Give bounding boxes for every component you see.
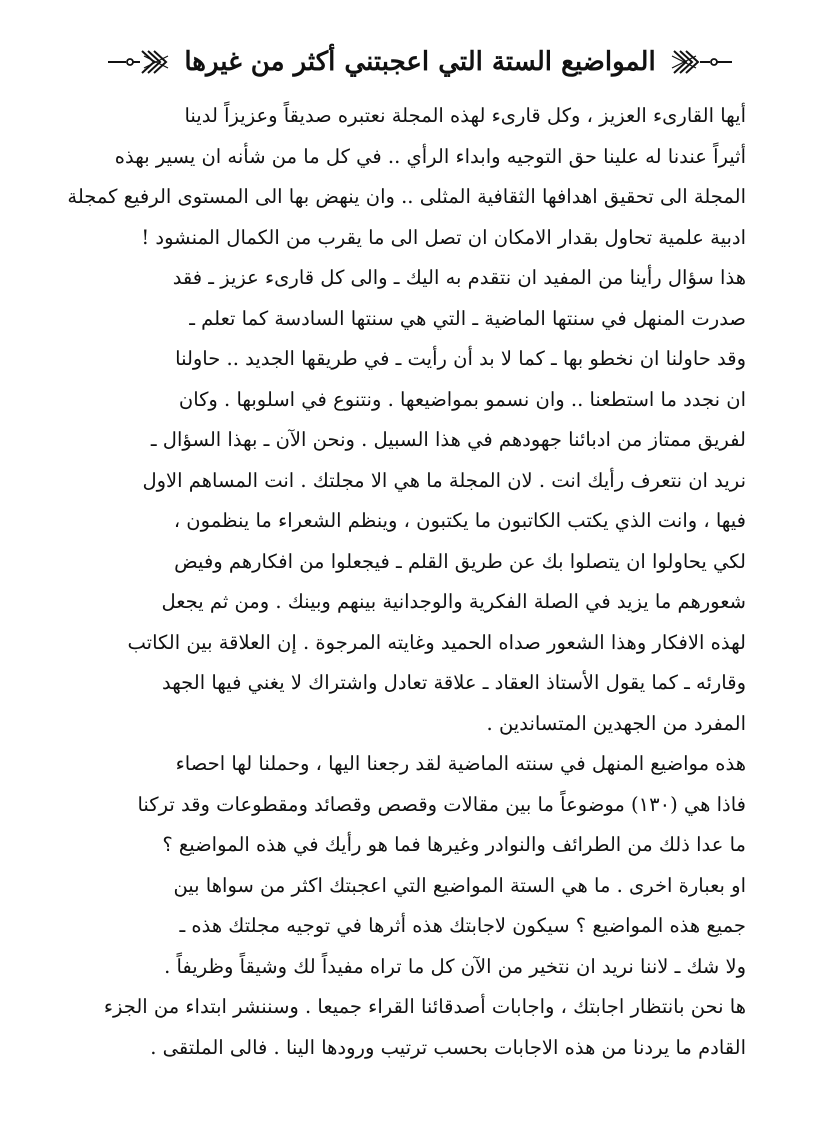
text-line: وقد حاولنا ان نخطو بها ـ كما لا بد أن رأيت ـ في طريقها الجديد .. حاولنا	[175, 347, 746, 370]
text-line: فيها ، وانت الذي يكتب الكاتبون ما يكتبون ، وينظم الشعراء ما ينظمون ،	[173, 509, 746, 532]
paragraph	[62, 258, 768, 339]
text-line: وقارئه ـ كما يقول الأستاذ العقاد ـ علاقة تعادل واشتراك لا يغني فيها الجهد	[161, 671, 746, 694]
title-row	[140, 38, 700, 86]
right-ornament-icon	[664, 47, 734, 77]
text-line: ها نحن بانتظار اجابتك ، واجابات أصدقائنا القراء جميعا . وسننشر ابتداء من الجزء	[103, 995, 746, 1018]
text-line: ادبية علمية تحاول بقدار الامكان ان تصل الى ما يقرب من الكمال المنشود !	[141, 225, 746, 249]
text-line: شعورهم ما يزيد في الصلة الفكرية والوجدانية بينهم وبينك . ومن ثم يجعل	[161, 590, 746, 613]
paragraph	[62, 339, 768, 744]
text-line: لفريق ممتاز من ادبائنا جهودهم في هذا السبيل . ونحن الآن ـ بهذا السؤال ـ	[150, 428, 746, 451]
text-line: نريد ان نتعرف رأيك انت . لان المجلة ما هي الا مجلتك . انت المساهم الاول	[142, 468, 746, 492]
text-line: هذه مواضيع المنهل في سنته الماضية لقد رجعنا اليها ، وحملنا لها احصاء	[175, 752, 746, 775]
text-line: هذا سؤال رأينا من المفيد ان نتقدم به اليك ـ والى كل قارىء عزيز ـ فقد	[172, 266, 746, 289]
text-line: جميع هذه المواضيع ؟ سيكون لاجابتك هذه أثرها في توجيه مجلتك هذه ـ	[179, 914, 746, 937]
text-line: المفرد من الجهدين المتساندين .	[486, 711, 746, 735]
article-body	[62, 96, 768, 1068]
text-line: ما عدا ذلك من الطرائف والنوادر وغيرها فما هو رأيك في هذه المواضيع ؟	[162, 833, 746, 856]
text-line: أثيراً عندنا له علينا حق التوجيه وابداء الرأي .. في كل ما من شأنه ان يسير بهذه	[114, 144, 746, 168]
text-line: أيها القارىء العزيز ، وكل قارىء لهذه المجلة نعتبره صديقاً وعزيزاً لدينا	[184, 104, 746, 127]
paragraph	[62, 744, 768, 1068]
text-line: ولا شك ـ لاننا نريد ان نتخير من الآن كل ما تراه مفيداً لك وشيقاً وظريفاً .	[164, 954, 746, 978]
left-ornament-icon	[106, 47, 176, 77]
text-line: فاذا هي (١٣٠) موضوعاً ما بين مقالات وقصص وقصائد ومقطوعات وقد تركنا	[137, 792, 746, 816]
text-line: القادم ما يردنا من هذه الاجابات بحسب ترتيب ورودها الينا . فالى الملتقى .	[150, 1035, 746, 1059]
text-line: صدرت المنهل في سنتها الماضية ـ التي هي سنتها السادسة كما تعلم ـ	[189, 306, 746, 330]
paragraph	[62, 96, 768, 258]
page-title: المواضيع الستة التي اعجبتني أكثر من غيرها	[184, 47, 656, 77]
text-line: او بعبارة اخرى . ما هي الستة المواضيع التي اعجبتك اكثر من سواها بين	[173, 873, 746, 897]
text-line: لكي يحاولوا ان يتصلوا بك عن طريق القلم ـ فيجعلوا من افكارهم وفيض	[174, 549, 746, 573]
text-line: ان نجدد ما استطعنا .. وان نسمو بمواضيعها . ونتنوع في اسلوبها . وكان	[178, 387, 746, 411]
text-line: لهذه الافكار وهذا الشعور صداه الحميد وغايته المرجوة . إن العلاقة بين الكاتب	[127, 630, 746, 654]
text-line: المجلة الى تحقيق اهدافها الثقافية المثلى .. وان ينهض بها الى المستوى الرفيع كمجلة	[67, 185, 746, 208]
